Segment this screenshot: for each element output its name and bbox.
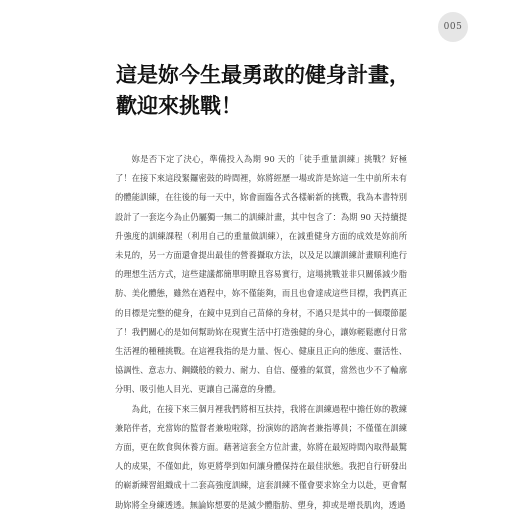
chapter-title-line-1: 這是妳今生最勇敢的健身計畫， <box>116 63 410 87</box>
body-paragraph-1: 妳是否下定了決心，準備投入為期 90 天的「徒手重量訓練」挑戰？好極了！在接下來這段緊鑼密鼓的時間裡，妳將經歷一場或許是妳這一生中前所未有的體能訓練，在往後的每一天中，妳會面臨各式各樣嶄新的挑戰，我為本書特別設計了一套迄今為止仍屬獨一無二的訓練計畫，其中包含了：為期 90 天持續提升強度的訓練課程（利用自己的重量做訓練），在減重健身方面的成效是妳前所未見的，另一方面還會提出最佳的營養攝取方法，以及足以讓訓練計畫順利進行的理想生活方式，這些建議都簡單明瞭且容易實行，這場挑戰並非只關係減少脂肪、美化體態，雖然在過程中，妳不僅能夠，而且也會達成這些目標，我們真正的目標是完整的健身，在鏡中見到自己苗條的身材，不過只是其中的一個環節罷了！我們關心的是如何幫助妳在現實生活中打造強健的身心，讓妳輕鬆應付日常生活裡的種種挑戰。在這裡我指的是力量、恆心、健康且正向的態度、靈活性、協調性、意志力、鋼鐵般的毅力、耐力、自信、優雅的氣質，當然也少不了輪廓分明、吸引他人目光、更讓自己滿意的身體。 <box>115 154 407 395</box>
chapter-title-line-2: 歡迎來挑戰！ <box>116 94 242 118</box>
chapter-title <box>116 60 436 122</box>
page-number-badge <box>438 12 468 42</box>
body-text <box>115 150 407 515</box>
body-paragraph-2: 為此，在接下來三個月裡我們將相互扶持，我將在訓練過程中擔任妳的教練兼陪伴者，充當妳的監督者兼啦啦隊，扮演妳的諮詢者兼指導員；不僅僅在訓練方面，更在飲食與休養方面。藉著這套全方位計畫，妳將在最短時間內取得最驚人的成果，不僅如此，妳更將學到如何讓身體保持在最佳狀態。我把自行研發出的嶄新練習組織成十二套高強度訓練，這套訓練不僅會要求妳全力以赴，更會幫助妳將全身練透透。無論妳想要的是減少體脂肪、塑身，抑或是增長肌肉，透過 <box>115 403 407 510</box>
page-number: 005 <box>443 22 463 32</box>
